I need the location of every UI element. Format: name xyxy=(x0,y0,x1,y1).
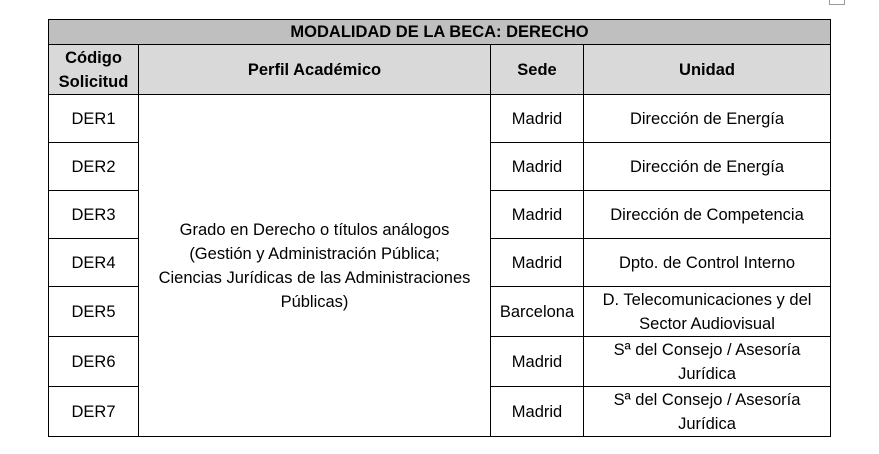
codigo-cell: DER3 xyxy=(49,191,139,239)
header-codigo-solicitud xyxy=(49,45,139,95)
unidad-cell xyxy=(584,387,831,437)
perfil-line: (Gestión y Administración Pública; xyxy=(189,244,440,263)
unidad-cell: Dirección de Energía xyxy=(584,95,831,143)
unidad-line: Sª del Consejo / Asesoría xyxy=(613,340,801,359)
perfil-line: Públicas) xyxy=(280,292,349,311)
page-corner-mark xyxy=(829,0,845,5)
unidad-cell xyxy=(584,337,831,387)
codigo-cell: DER2 xyxy=(49,143,139,191)
unidad-line: D. Telecomunicaciones y del xyxy=(602,290,812,309)
beca-table xyxy=(48,19,831,437)
unidad-line: Sector Audiovisual xyxy=(639,314,775,333)
codigo-cell: DER6 xyxy=(49,337,139,387)
perfil-line: Ciencias Jurídicas de las Administraciones xyxy=(158,268,471,287)
sede-cell: Barcelona xyxy=(491,287,584,337)
table-title-row xyxy=(49,20,831,45)
unidad-cell xyxy=(584,287,831,337)
table-row xyxy=(49,95,831,143)
codigo-cell: DER7 xyxy=(49,387,139,437)
sede-cell: Madrid xyxy=(491,191,584,239)
unidad-cell: Dirección de Energía xyxy=(584,143,831,191)
table-title: MODALIDAD DE LA BECA: DERECHO xyxy=(49,20,831,45)
table-header-row xyxy=(49,45,831,95)
sede-cell: Madrid xyxy=(491,337,584,387)
header-codigo-line2: Solicitud xyxy=(58,72,129,91)
codigo-cell: DER4 xyxy=(49,239,139,287)
sede-cell: Madrid xyxy=(491,387,584,437)
unidad-cell: Dpto. de Control Interno xyxy=(584,239,831,287)
unidad-cell: Dirección de Competencia xyxy=(584,191,831,239)
perfil-academico-cell xyxy=(139,95,491,437)
perfil-line: Grado en Derecho o títulos análogos xyxy=(179,220,450,239)
header-unidad: Unidad xyxy=(584,45,831,95)
header-codigo-line1: Código xyxy=(65,48,122,67)
codigo-cell: DER5 xyxy=(49,287,139,337)
codigo-cell: DER1 xyxy=(49,95,139,143)
unidad-line: Jurídica xyxy=(678,414,736,433)
sede-cell: Madrid xyxy=(491,143,584,191)
header-sede: Sede xyxy=(491,45,584,95)
unidad-line: Sª del Consejo / Asesoría xyxy=(613,390,801,409)
header-perfil-academico: Perfil Académico xyxy=(139,45,491,95)
sede-cell: Madrid xyxy=(491,95,584,143)
sede-cell: Madrid xyxy=(491,239,584,287)
unidad-line: Jurídica xyxy=(678,364,736,383)
